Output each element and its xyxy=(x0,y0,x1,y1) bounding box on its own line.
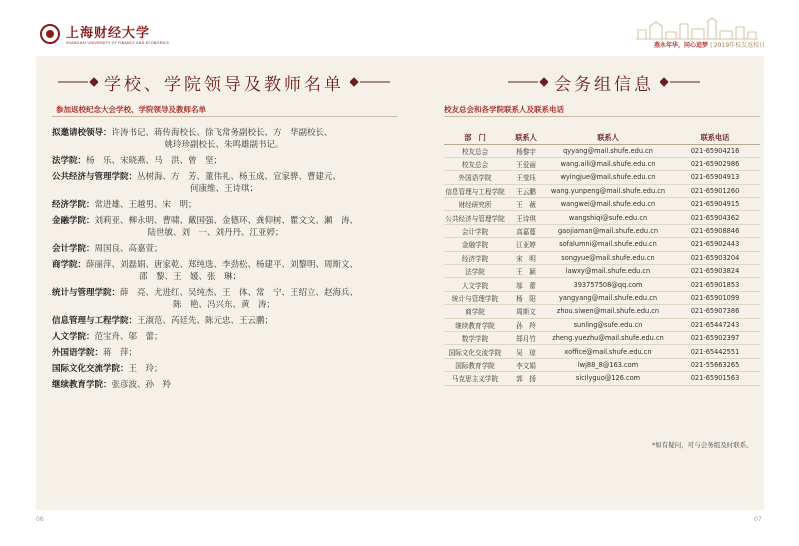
leader-group-label: 公共经济与管理学院： xyxy=(52,172,138,182)
ornament-left-icon xyxy=(508,77,548,87)
department-cell: 马克思主义学院 xyxy=(444,372,506,385)
leader-names-text: 王 玲； xyxy=(128,364,163,374)
leader-names xyxy=(129,363,397,375)
column-header: 部 门 xyxy=(444,132,506,144)
leader-names xyxy=(112,127,397,151)
contact-name-cell: 宋 明 xyxy=(506,251,546,264)
leader-names-text: 薛 亮、尤进红、吴纯杰、王 体、常 宁、王绍立、赵海兵、 xyxy=(120,288,359,298)
email-cell: zhou.siwen@mail.shufe.edu.cn xyxy=(546,305,670,318)
university-seal-icon xyxy=(40,24,60,44)
email-cell: wyingjue@mail.shufe.edu.cn xyxy=(546,171,670,184)
university-name: 上海财经大学 xyxy=(66,26,151,41)
leader-names-text: 丛树海、方 芳、董伟礼、杨玉成、宣家骅、曹建元、 xyxy=(137,172,342,182)
leader-names xyxy=(95,215,397,239)
contact-name-cell: 吴 琼 xyxy=(506,345,546,358)
phone-cell: 021-65901260 xyxy=(670,184,760,197)
phone-cell: 021-65902986 xyxy=(670,157,760,170)
divider xyxy=(444,116,760,117)
department-cell: 人文学院 xyxy=(444,278,506,291)
campus-skyline-icon xyxy=(636,18,758,40)
leader-group-label: 外国语学院： xyxy=(52,348,104,358)
leader-names-text: 范宝舟、邬 蕾； xyxy=(94,332,163,342)
department-cell: 信息管理与工程学院 xyxy=(444,184,506,197)
department-cell: 商学院 xyxy=(444,305,506,318)
contact-name-cell: 王 颖 xyxy=(506,265,546,278)
contacts-table xyxy=(444,132,760,386)
leader-row xyxy=(52,287,397,311)
leader-names xyxy=(95,331,397,343)
department-cell: 数学学院 xyxy=(444,331,506,344)
leader-row xyxy=(52,215,397,239)
leader-row xyxy=(52,155,397,167)
leader-names-text: 许涛书记、蒋传海校长、徐飞常务副校长、方 华副校长、 xyxy=(111,128,333,138)
leader-group-label: 国际文化交流学院： xyxy=(52,364,129,374)
leader-names xyxy=(95,243,397,255)
leader-names-continued: 陈 艳、冯兴东、黄 涛； xyxy=(173,300,276,310)
leader-row xyxy=(52,363,397,375)
department-cell: 校友总会 xyxy=(444,144,506,157)
contacts-subtitle: 校友总会和各学院联系人及联系电话 xyxy=(444,105,564,114)
column-header: 联系人 xyxy=(546,132,670,144)
table-row xyxy=(444,198,760,211)
table-row xyxy=(444,224,760,237)
leader-group-label: 信息管理与工程学院： xyxy=(52,316,138,326)
phone-cell: 021-65904913 xyxy=(670,171,760,184)
leader-group-label: 金融学院： xyxy=(52,216,95,226)
leader-names xyxy=(86,155,397,167)
phone-cell: 021-65903204 xyxy=(670,251,760,264)
leader-names xyxy=(112,379,397,391)
leader-row xyxy=(52,331,397,343)
leader-names xyxy=(137,171,397,195)
phone-cell: 021-65447243 xyxy=(670,318,760,331)
phone-cell: 021-65901563 xyxy=(670,372,760,385)
email-cell: sunling@sufe.edu.cn xyxy=(546,318,670,331)
department-cell: 会计学院 xyxy=(444,224,506,237)
leaders-title: 学校、学院领导及教师名单 xyxy=(104,74,344,95)
department-cell: 统计与管理学院 xyxy=(444,291,506,304)
phone-cell: 021-65904362 xyxy=(670,211,760,224)
leader-names-text: 常进雄、王越男、宋 明； xyxy=(94,200,197,210)
email-cell: qyyang@mail.shufe.edu.cn xyxy=(546,144,670,157)
ornament-right-icon xyxy=(660,77,700,87)
leader-names xyxy=(103,347,397,359)
contact-name-cell: 王诗琪 xyxy=(506,211,546,224)
table-row xyxy=(444,318,760,331)
phone-cell: 021-65907386 xyxy=(670,305,760,318)
phone-cell: 021-65901853 xyxy=(670,278,760,291)
email-cell: songyue@mail.shufe.edu.cn xyxy=(546,251,670,264)
ornament-right-icon xyxy=(350,77,390,87)
email-cell: xoffice@mail.shufe.edu.cn xyxy=(546,345,670,358)
leader-row xyxy=(52,347,397,359)
email-cell: sicilyguo@126.com xyxy=(546,372,670,385)
department-cell: 公共经济与管理学院 xyxy=(444,211,506,224)
department-cell: 财经研究所 xyxy=(444,198,506,211)
ornament-left-icon xyxy=(58,77,98,87)
department-cell: 国际文化交流学院 xyxy=(444,345,506,358)
leaders-list xyxy=(52,127,397,395)
event-tagline xyxy=(654,40,765,49)
department-cell: 法学院 xyxy=(444,265,506,278)
column-header: 联系人 xyxy=(506,132,546,144)
table-row xyxy=(444,265,760,278)
table-row xyxy=(444,372,760,385)
phone-cell: 021-55663265 xyxy=(670,358,760,371)
table-row xyxy=(444,211,760,224)
table-row xyxy=(444,291,760,304)
table-row xyxy=(444,358,760,371)
page-number-right: 07 xyxy=(754,516,762,523)
leader-group-label: 拟邀请校领导： xyxy=(52,128,112,138)
contact-name-cell: 江亚婷 xyxy=(506,238,546,251)
right-section-title xyxy=(508,70,700,94)
leader-group-label: 继续教育学院： xyxy=(52,380,112,390)
leader-group-label: 商学院： xyxy=(52,260,87,270)
contact-name-cell: 杨黎宇 xyxy=(506,144,546,157)
contact-name-cell: 郭 扬 xyxy=(506,372,546,385)
phone-cell: 021-65908846 xyxy=(670,224,760,237)
table-row xyxy=(444,171,760,184)
leader-row xyxy=(52,315,397,327)
leader-row xyxy=(52,199,397,211)
leader-row xyxy=(52,127,397,151)
leader-group-label: 法学院： xyxy=(52,156,87,166)
table-row xyxy=(444,157,760,170)
leader-names-continued: 何康维、王诗琪； xyxy=(190,184,259,194)
table-row xyxy=(444,345,760,358)
contacts-title: 会务组信息 xyxy=(554,74,654,95)
phone-cell: 021-65901099 xyxy=(670,291,760,304)
table-row xyxy=(444,144,760,157)
left-section-title xyxy=(58,70,390,94)
leader-names-text: 薛丽萍、刘磊娟、唐家乾、郑纯选、李劲松、杨建平、刘黎明、周斯文、 xyxy=(86,260,359,270)
leaders-subtitle: 参加返校纪念大会学校、学院领导及教师名单 xyxy=(56,105,206,114)
table-row xyxy=(444,251,760,264)
email-cell: lawxy@mail.shufe.edu.cn xyxy=(546,265,670,278)
leader-group-label: 经济学院： xyxy=(52,200,95,210)
phone-cell: 021-65902397 xyxy=(670,331,760,344)
table-row xyxy=(444,238,760,251)
email-cell: 393757508@qq.com xyxy=(546,278,670,291)
leader-row xyxy=(52,379,397,391)
phone-cell: 021-65902443 xyxy=(670,238,760,251)
email-cell: wangwei@mail.shufe.edu.cn xyxy=(546,198,670,211)
leader-names-text: 杨 乐、宋晓燕、马 洪、曾 坚； xyxy=(86,156,223,166)
leader-names-text: 王淑范、芮廷先、陈元忠、王云鹏； xyxy=(137,316,274,326)
email-cell: wang.yunpeng@mail.shufe.edu.cn xyxy=(546,184,670,197)
leader-names xyxy=(86,259,397,283)
contact-name-cell: 王莹珏 xyxy=(506,171,546,184)
page-number-left: 06 xyxy=(36,516,44,523)
department-cell: 国际教育学院 xyxy=(444,358,506,371)
leader-names xyxy=(95,199,397,211)
leader-row xyxy=(52,259,397,283)
leader-names-text: 周国良、高嘉萱； xyxy=(94,244,163,254)
leader-names-text: 刘莉亚、柳永明、曹啸、戴国强、金德环、龚仰树、瞿文文、瀬 涛、 xyxy=(94,216,359,226)
contact-name-cell: 王 薇 xyxy=(506,198,546,211)
email-cell: wang.aili@mail.shufe.edu.cn xyxy=(546,157,670,170)
contact-name-cell: 邬 蕾 xyxy=(506,278,546,291)
leader-group-label: 统计与管理学院： xyxy=(52,288,121,298)
table-row xyxy=(444,305,760,318)
contact-name-cell: 郑月竹 xyxy=(506,331,546,344)
leader-row xyxy=(52,171,397,195)
university-logo xyxy=(40,22,169,45)
table-row xyxy=(444,184,760,197)
email-cell: sofalumni@mail.shufe.edu.cn xyxy=(546,238,670,251)
table-header-row xyxy=(444,132,760,144)
phone-cell: 021-65442551 xyxy=(670,345,760,358)
leader-names xyxy=(137,315,397,327)
leader-row xyxy=(52,243,397,255)
leader-group-label: 会计学院： xyxy=(52,244,95,254)
tagline-highlight: 燕永年华，同心追梦 xyxy=(654,42,709,49)
contact-name-cell: 周斯文 xyxy=(506,305,546,318)
email-cell: zheng.yuezhu@mail.shufe.edu.cn xyxy=(546,331,670,344)
table-row xyxy=(444,278,760,291)
leader-names-text: 张彦波、孙 羚 xyxy=(111,380,172,390)
email-cell: wangshiqi@sufe.edu.cn xyxy=(546,211,670,224)
email-cell: lwj88_8@163.com xyxy=(546,358,670,371)
phone-cell: 021-65904216 xyxy=(670,144,760,157)
page-header xyxy=(0,0,799,60)
department-cell: 校友总会 xyxy=(444,157,506,170)
leader-names-continued: 陆世敏、刘 一、刘丹丹、江亚婷； xyxy=(147,228,284,238)
department-cell: 金融学院 xyxy=(444,238,506,251)
department-cell: 外国语学院 xyxy=(444,171,506,184)
department-cell: 继续教育学院 xyxy=(444,318,506,331)
university-name-en: SHANGHAI UNIVERSITY OF FINANCE AND ECONOMICS xyxy=(66,41,170,45)
leader-names-continued: 姚玲珍副校长、朱鸣雄副书记。 xyxy=(164,140,284,150)
tagline-event: | 2019年校友返校日 xyxy=(709,42,766,49)
contact-name-cell: 孙 羚 xyxy=(506,318,546,331)
table-row xyxy=(444,331,760,344)
contact-name-cell: 高嘉蔓 xyxy=(506,224,546,237)
leader-names xyxy=(120,287,397,311)
email-cell: gaojiaman@mail.shufe.edu.cn xyxy=(546,224,670,237)
column-header: 联系电话 xyxy=(670,132,760,144)
contact-name-cell: 杨 阳 xyxy=(506,291,546,304)
contact-name-cell: 王爱丽 xyxy=(506,157,546,170)
contact-note: *如有疑问，可与会务组及时联系。 xyxy=(652,441,753,449)
leader-group-label: 人文学院： xyxy=(52,332,95,342)
leader-names-text: 蒋 萍； xyxy=(103,348,138,358)
phone-cell: 021-65904915 xyxy=(670,198,760,211)
leader-names-continued: 邵 黎、王 媛、张 琳； xyxy=(139,272,242,282)
phone-cell: 021-65903824 xyxy=(670,265,760,278)
contact-name-cell: 王云鹏 xyxy=(506,184,546,197)
department-cell: 经济学院 xyxy=(444,251,506,264)
divider xyxy=(52,116,397,117)
email-cell: yangyang@mail.shufe.edu.cn xyxy=(546,291,670,304)
contact-name-cell: 李文娟 xyxy=(506,358,546,371)
